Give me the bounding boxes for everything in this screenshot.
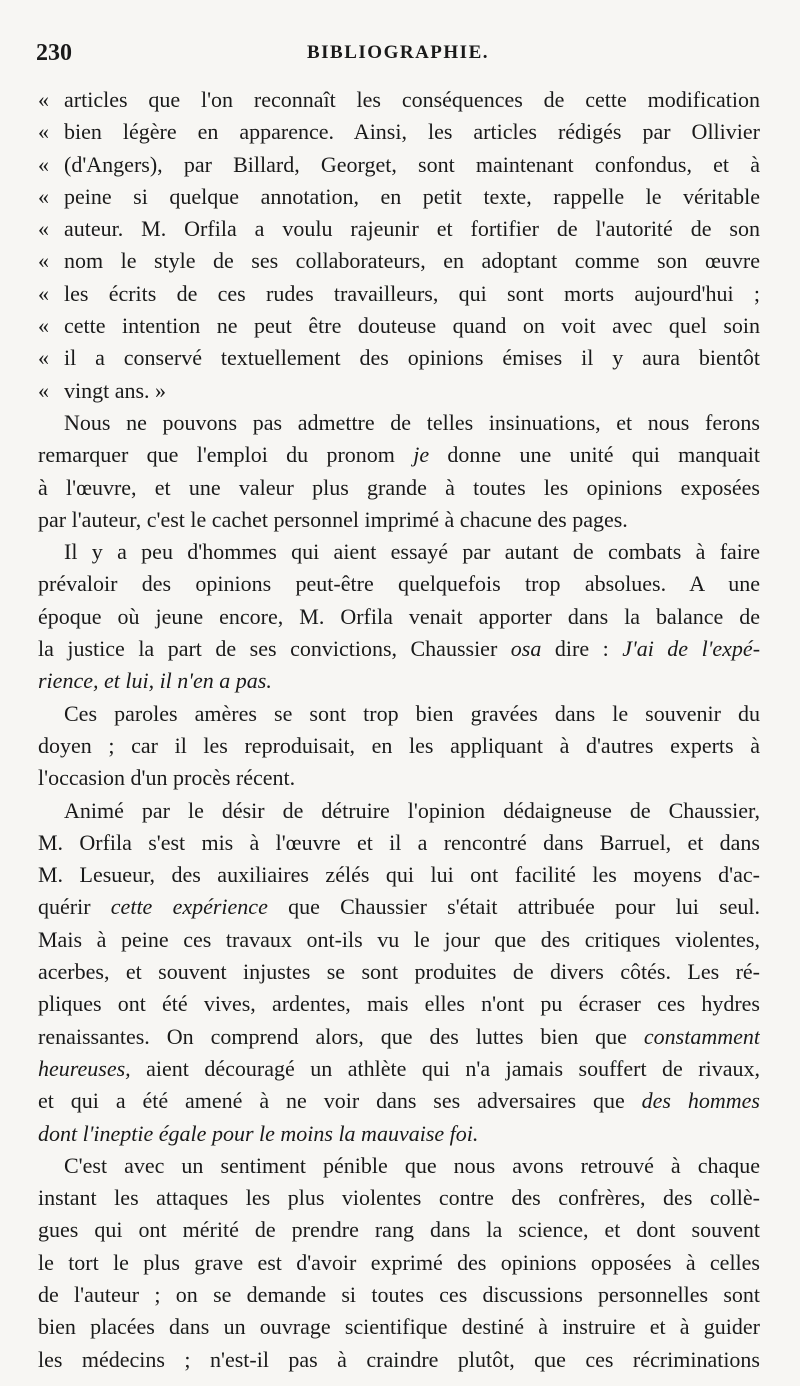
text-line: par l'auteur, c'est le cachet personnel imprimé à chacune des pages. <box>38 506 628 532</box>
quote-mark: « <box>38 87 49 112</box>
text-line: pliques ont été vives, ardentes, mais elles n'ont pu écraser ces hydres <box>38 991 760 1017</box>
quote-mark: « <box>38 151 49 177</box>
quote-mark: « <box>38 248 49 274</box>
quote-line: « vingt ans. » <box>38 375 760 407</box>
quote-line: « (d'Angers), par Billard, Georget, sont maintenant confondus, et à <box>38 149 760 181</box>
quote-line: « auteur. M. Orfila a voulu rajeunir et fortifier de l'autorité de son <box>38 213 760 245</box>
body-text <box>38 84 760 1376</box>
quote-block <box>38 84 760 407</box>
quote-mark: « <box>38 216 49 242</box>
text-line: à l'œuvre, et une valeur plus grande à toutes les opinions exposées <box>38 474 760 500</box>
paragraph <box>38 407 760 536</box>
quote-mark: « <box>38 119 49 145</box>
text-line: époque où jeune encore, M. Orfila venait apporter dans la balance de <box>38 603 760 629</box>
text-line: le tort le plus grave est d'avoir exprimé des opinions opposées à celles <box>38 1249 760 1275</box>
quote-mark: « <box>38 345 49 371</box>
text-line: et qui a été amené à ne voir dans ses adversaires que des hommes <box>38 1088 760 1114</box>
text-line: heureuses, aient découragé un athlète qui n'a jamais souffert de rivaux, <box>38 1055 760 1081</box>
text-line: doyen ; car il les reproduisait, en les appliquant à d'autres experts à <box>38 732 760 758</box>
text-line: Ces paroles amères se sont trop bien gravées dans le souvenir du <box>64 700 760 726</box>
page-number: 230 <box>36 40 72 66</box>
quote-line: « peine si quelque annotation, en petit texte, rappelle le véritable <box>38 181 760 213</box>
text-line: M. Lesueur, des auxiliaires zélés qui lui ont facilité les moyens d'ac- <box>38 862 760 888</box>
quote-line: « nom le style de ses collaborateurs, en adoptant comme son œuvre <box>38 245 760 277</box>
quote-mark: « <box>38 377 49 403</box>
text-line: M. Orfila s'est mis à l'œuvre et il a rencontré dans Barruel, et dans <box>38 829 760 855</box>
quote-line: « les écrits de ces rudes travailleurs, qui sont morts aujourd'hui ; <box>38 278 760 310</box>
text-line: C'est avec un sentiment pénible que nous avons retrouvé à chaque <box>64 1152 760 1178</box>
text-line: Animé par le désir de détruire l'opinion dédaigneuse de Chaussier, <box>64 797 760 823</box>
quote-line: « il a conservé textuellement des opinions émises il y aura bientôt <box>38 342 760 374</box>
running-title: BIBLIOGRAPHIE. <box>306 42 489 63</box>
paragraph <box>38 698 760 795</box>
page-header <box>36 40 760 76</box>
text-line: Il y a peu d'hommes qui aient essayé par autant de combats à faire <box>64 539 760 565</box>
paragraph <box>38 536 760 697</box>
paragraph <box>38 1150 760 1376</box>
text-line: rience, et lui, il n'en a pas. <box>38 668 272 694</box>
text-line: la justice la part de ses convictions, Chaussier osa dire : J'ai de l'expé- <box>38 636 760 662</box>
text-line: Nous ne pouvons pas admettre de telles insinuations, et nous ferons <box>64 409 760 435</box>
text-line: les médecins ; n'est-il pas à craindre plutôt, que ces récriminations <box>38 1346 760 1372</box>
quote-line: « articles que l'on reconnaît les conséquences de cette modification <box>38 84 760 116</box>
text-line: acerbes, et souvent injustes se sont produites de divers côtés. Les ré- <box>38 959 760 985</box>
text-line: remarquer que l'emploi du pronom je donne une unité qui manquait <box>38 442 760 468</box>
paragraph <box>38 795 760 1150</box>
quote-line: « cette intention ne peut être douteuse quand on voit avec quel soin <box>38 310 760 342</box>
quote-mark: « <box>38 313 49 339</box>
text-line: dont l'ineptie égale pour le moins la mauvaise foi. <box>38 1120 479 1146</box>
text-line: renaissantes. On comprend alors, que des luttes bien que constamment <box>38 1023 760 1049</box>
text-line: bien placées dans un ouvrage scientifique destiné à instruire et à guider <box>38 1314 760 1340</box>
text-line: Mais à peine ces travaux ont-ils vu le jour que des critiques violentes, <box>38 926 760 952</box>
text-line: instant les attaques les plus violentes contre des confrères, des collè- <box>38 1185 760 1211</box>
quote-mark: « <box>38 280 49 306</box>
quote-mark: « <box>38 183 49 209</box>
text-line: de l'auteur ; on se demande si toutes ces discussions personnelles sont <box>38 1281 760 1307</box>
text-line: l'occasion d'un procès récent. <box>38 765 296 791</box>
quote-line: « bien légère en apparence. Ainsi, les articles rédigés par Ollivier <box>38 116 760 148</box>
text-line: gues qui ont mérité de prendre rang dans la science, et dont souvent <box>38 1217 760 1243</box>
text-line: prévaloir des opinions peut-être quelquefois trop absolues. A une <box>38 571 760 597</box>
text-line: quérir cette expérience que Chaussier s'était attribuée pour lui seul. <box>38 894 760 920</box>
